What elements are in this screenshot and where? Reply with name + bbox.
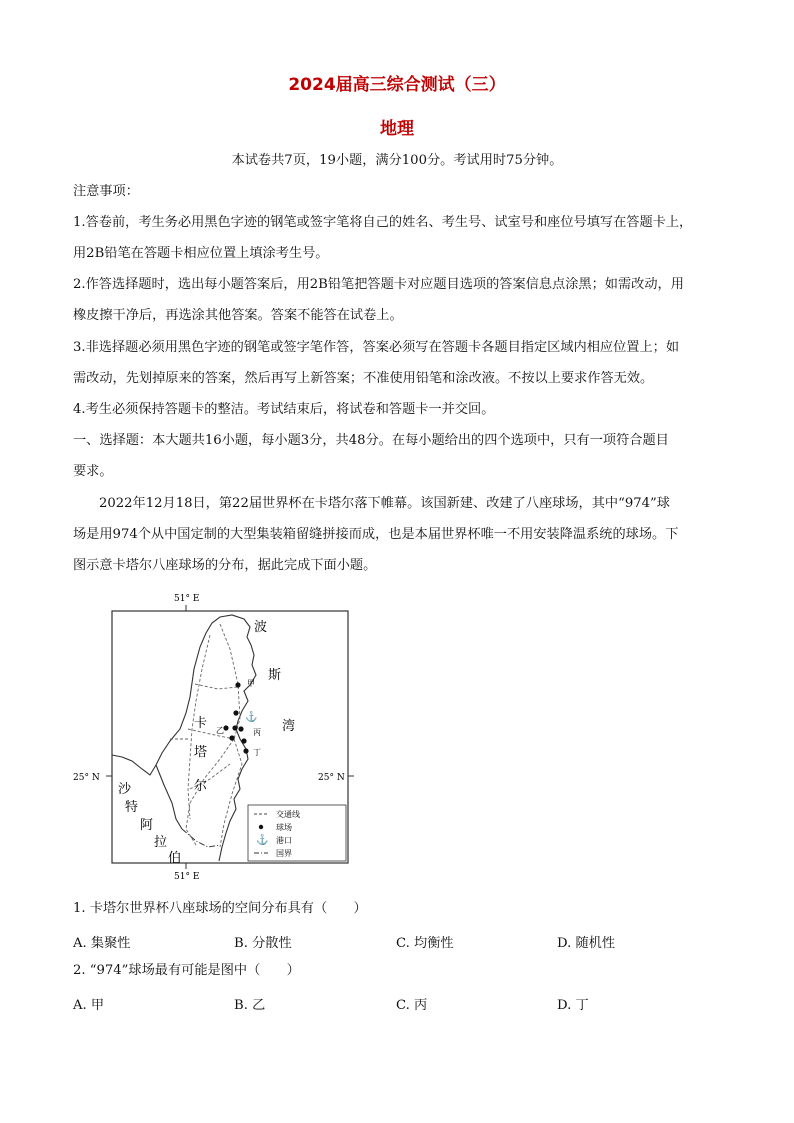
note-line: 4.考生必须保持答题卡的整洁。考试结束后，将试卷和答题卡一并交回。: [73, 402, 495, 417]
stadium-dot: [235, 682, 240, 687]
section-heading: 一、选择题：本大题共16小题，每小题3分，共48分。在每小题给出的四个选项中，只有一项符合题目: [73, 433, 669, 448]
answer-option[interactable]: B. 分散性: [234, 936, 292, 951]
answer-option[interactable]: C. 均衡性: [396, 936, 454, 951]
latitude-label-left: 25° N: [73, 773, 100, 783]
exam-title: 2024届高三综合测试（三）: [288, 75, 506, 95]
sea-name-char: 波: [254, 620, 268, 635]
sea-name-char: 斯: [268, 668, 282, 683]
answer-option[interactable]: A. 集聚性: [73, 936, 131, 951]
qatar-coastline: [190, 615, 256, 861]
gulf-coast: [156, 765, 182, 829]
qatar-stadium-map: [70, 589, 360, 884]
saudi-name-char: 阿: [140, 818, 154, 833]
stadium-dot: [233, 710, 238, 715]
sea-name-char: 湾: [282, 719, 296, 734]
latitude-label-right: 25° N: [318, 773, 345, 783]
passage-line: 2022年12月18日，第22届世界杯在卡塔尔落下帷幕。该国新建、改建了八座球场，其中“974”球: [99, 496, 670, 511]
subject-title: 地理: [380, 119, 414, 139]
question-stem: 1. 卡塔尔世界杯八座球场的空间分布具有（ ）: [73, 901, 367, 916]
saudi-name-char: 特: [125, 800, 139, 815]
legend-border-label: 国界: [276, 849, 292, 858]
answer-option[interactable]: D. 随机性: [557, 936, 616, 951]
country-name-char: 塔: [194, 745, 208, 760]
country-name-char: 卡: [194, 716, 208, 731]
saudi-name-char: 拉: [154, 835, 168, 850]
longitude-label-bottom: 51° E: [174, 872, 200, 882]
note-line: 橡皮擦干净后，再选涂其他答案。答案不能答在试卷上。: [73, 308, 403, 323]
stadium-dot: [238, 726, 243, 731]
note-line: 需改动，先划掉原来的答案，然后再写上新答案；不准使用铅笔和涂改液。不按以上要求作答无效。: [73, 371, 654, 386]
saudi-name-char: 伯: [168, 851, 182, 866]
answer-option[interactable]: C. 丙: [396, 998, 428, 1013]
legend-road-label: 交通线: [276, 810, 300, 819]
legend-stadium-label: 球场: [276, 823, 292, 832]
port-anchor-icon: ⚓: [245, 712, 258, 723]
legend-stadium-symbol: [259, 825, 263, 829]
stadium-dot: [243, 748, 248, 753]
question-stem: 2. “974”球场最有可能是图中（ ）: [73, 963, 300, 978]
stadium-label-bing: 丙: [253, 728, 261, 737]
note-line: 3.非选择题必须用黑色字迹的钢笔或签字笔作答，答案必须写在答题卡各题目指定区域内相应位置上；如: [73, 340, 680, 355]
passage-line: 场是用974个从中国定制的大型集装箱留缝拼接而成，也是本届世界杯唯一不用安装降温系统的球场。下: [73, 527, 679, 542]
stadium-dot: [241, 738, 246, 743]
longitude-label-top: 51° E: [174, 594, 200, 604]
stadium-label-ding: 丁: [253, 748, 261, 757]
answer-option[interactable]: A. 甲: [73, 998, 105, 1013]
stadium-dot: [229, 735, 234, 740]
saudi-name-char: 沙: [118, 782, 132, 797]
stadium-dot: [223, 725, 228, 730]
exam-intro: 本试卷共7页，19小题，满分100分。考试用时75分钟。: [231, 153, 563, 168]
legend-port-label: 港口: [276, 836, 292, 845]
section-heading-cont: 要求。: [73, 464, 113, 479]
west-coastline: [112, 697, 190, 775]
legend-port-icon: ⚓: [256, 835, 269, 846]
answer-option[interactable]: D. 丁: [557, 998, 589, 1013]
road-network: [170, 624, 242, 847]
stadium-dot: [232, 725, 237, 730]
note-line: 用2B铅笔在答题卡相应位置上填涂考生号。: [73, 246, 329, 261]
stadium-label-jia: 甲: [247, 679, 255, 688]
answer-option[interactable]: B. 乙: [234, 998, 266, 1013]
map-legend: [248, 805, 346, 861]
passage-line: 图示意卡塔尔八座球场的分布，据此完成下面小题。: [73, 558, 377, 573]
stadium-label-yi: 乙: [216, 726, 224, 735]
note-line: 2.作答选择题时，选出每小题答案后，用2B铅笔把答题卡对应题目选项的答案信息点涂黑；如需改动，用: [73, 277, 684, 292]
note-line: 1.答卷前，考生务必用黑色字迹的钢笔或签字笔将自己的姓名、考生号、试室号和座位号填写在答题卡上，: [73, 215, 693, 230]
country-name-char: 尔: [194, 779, 208, 794]
notes-heading: 注意事项：: [73, 184, 139, 199]
